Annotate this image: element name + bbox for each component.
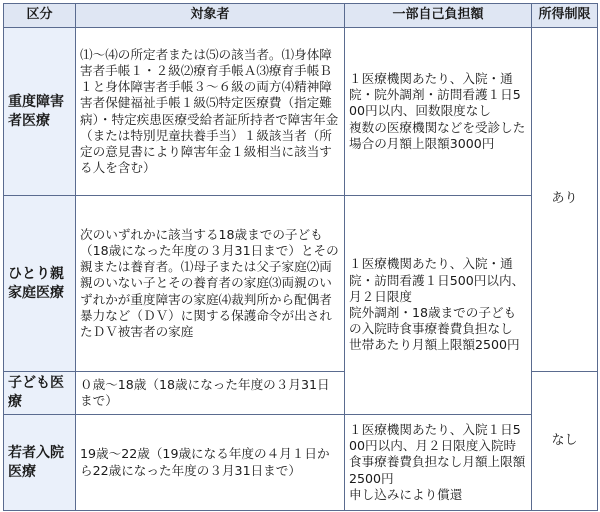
- target-cell: ０歳～18歳（18歳になった年度の３月31日まで）: [76, 372, 345, 415]
- copay-line: １医療機関あたり、入院１日500円以内、月２日限度入院時食事療養費負担なし月額上限額2500円: [349, 421, 526, 486]
- header-category: 区分: [4, 4, 76, 28]
- category-cell: 若者入院医療: [4, 415, 76, 511]
- category-cell: 重度障害者医療: [4, 28, 76, 196]
- header-target: 対象者: [76, 4, 345, 28]
- copay-line: 申し込みにより償還: [349, 486, 463, 502]
- header-income-limit: 所得制限: [532, 4, 598, 28]
- header-copay: 一部自己負担額: [345, 4, 532, 28]
- category-cell: 子ども医療: [4, 372, 76, 415]
- medical-subsidy-table: [3, 3, 598, 511]
- target-cell: 次のいずれかに該当する18歳までの子ども（18歳になった年度の３月31日まで）とその親または養育者。⑴母子または父子家庭⑵両親のいない子とその養育者の家庭⑶両親のいずれかが重度障害の家庭⑷裁判所から配偶者暴力など（ＤＶ）に関する保護命令が出されたＤＶ被害者の家庭: [76, 196, 345, 372]
- header-row: [4, 4, 598, 28]
- copay-cell: [345, 415, 532, 511]
- income-limit-cell: あり: [532, 28, 598, 372]
- copay-line: １医療機関あたり、入院・通院・訪問看護１日500円以内、月２日限度: [349, 256, 525, 304]
- target-cell: 19歳～22歳（19歳になる年度の４月１日から22歳になった年度の３月31日まで）: [76, 415, 345, 511]
- target-cell: ⑴～⑷の所定者または⑸の該当者。⑴身体障害者手帳１・２級⑵療育手帳Ａ⑶療育手帳Ｂ１と身体障害者手帳３～６級の両方⑷精神障害者保健福祉手帳１級⑸特定医療費（指定難病）・特定疾患医療受給者証所持者で障害年金（または特別児童扶養手当）１級該当者（所定の意見書により障害年金１級相当に該当する人を含む）: [76, 28, 345, 196]
- table-row: [4, 415, 598, 511]
- copay-cell: [345, 196, 532, 415]
- copay-line: 世帯あたり月額上限額2500円: [349, 337, 520, 353]
- copay-line: 複数の医療機関などを受診した場合の月額上限額3000円: [349, 119, 526, 151]
- income-limit-cell: なし: [532, 372, 598, 511]
- copay-cell: [345, 28, 532, 196]
- category-cell: ひとり親家庭医療: [4, 196, 76, 372]
- copay-line: 院外調剤・18歳までの子どもの入院時食事療養費負担なし: [349, 305, 517, 337]
- copay-line: １医療機関あたり、入院・通院・院外調剤・訪問看護１日500円以内、回数限度なし: [349, 70, 521, 119]
- table-row: [4, 28, 598, 196]
- table-row: [4, 196, 598, 372]
